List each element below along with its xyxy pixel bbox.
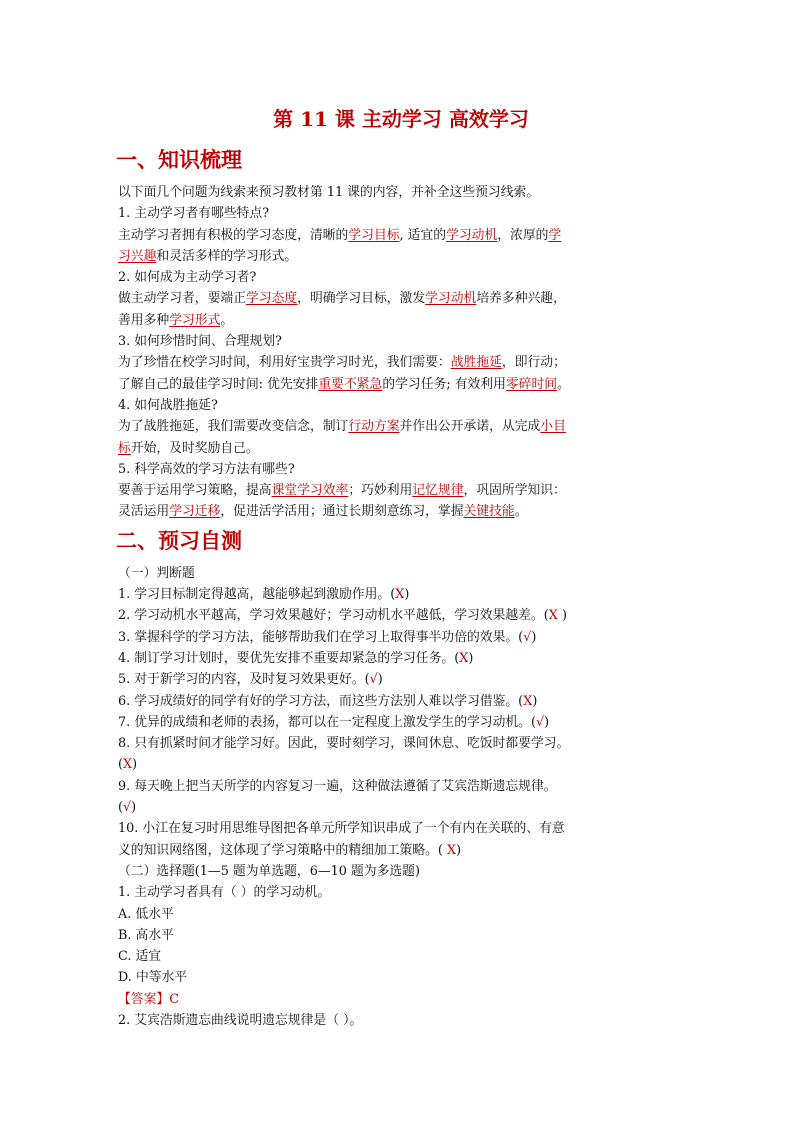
question-4: 4. 如何战胜拖延? [118, 397, 218, 413]
judge-item-9-line-2 [118, 797, 684, 818]
judge-mark: X [442, 842, 457, 858]
text-segment: 要善于运用学习策略，提高 [118, 483, 272, 499]
text-segment: ，即行动； [501, 355, 566, 371]
judge-bracket: ) [561, 608, 567, 624]
judge-bracket: ( [118, 757, 123, 773]
judge-bracket: ) [532, 693, 538, 709]
answer-4-line-2 [118, 438, 684, 459]
judge-mark: X [548, 608, 562, 624]
choice-question-2: 2. 艾宾浩斯遗忘曲线说明遗忘规律是（ ）。 [118, 1012, 363, 1028]
fill-answer: 关键技能 [463, 504, 515, 520]
text-segment: ，促进活学活用；通过长期刻意练习，掌握 [220, 504, 464, 520]
fill-answer: 记忆规律 [412, 483, 464, 499]
text-segment: 。 [557, 376, 570, 392]
text-segment: 培养多种兴趣， [476, 291, 566, 307]
judge-item-10-line-2 [118, 840, 684, 861]
judge-mark: X [459, 650, 469, 666]
text-segment: ；巧妙利用 [348, 483, 413, 499]
choice-option-c: C. 适宜 [118, 949, 162, 965]
judge-bracket: ) [377, 672, 383, 688]
judge-mark: √ [523, 629, 532, 645]
judge-bracket: ) [404, 587, 410, 603]
text-segment: 灵活运用 [118, 504, 170, 520]
judge-section-title: （一）判断题 [118, 565, 195, 581]
text-segment: 。 [514, 504, 528, 520]
answer-value: C [169, 991, 179, 1007]
judge-bracket: ) [468, 650, 474, 666]
judge-item [118, 712, 684, 733]
choice-section-title: （二）选择题(1—5 题为单选题，6—10 题为多选题) [118, 863, 420, 879]
fill-answer: 标 [118, 440, 131, 456]
judge-text: 7. 优异的成绩和老师的表扬，都可以在一定程度上激发学生的学习动机。( [118, 714, 536, 730]
question-2: 2. 如何成为主动学习者? [118, 270, 257, 286]
choice-option-d: D. 中等水平 [118, 970, 188, 986]
judge-text: 4. 制订学习计划时，要优先安排不重要却紧急的学习任务。( [118, 650, 460, 666]
text-segment: ，明确学习目标，激发 [297, 291, 426, 307]
answer-3-line-2 [118, 374, 684, 395]
judge-item [118, 691, 684, 712]
question-1: 1. 主动学习者有哪些特点? [118, 206, 270, 222]
answer-5-line-2 [118, 501, 684, 522]
text-segment: ，浓厚的 [497, 227, 549, 243]
choice-option-b: B. 高水平 [118, 927, 174, 943]
question-5: 5. 科学高效的学习方法有哪些? [118, 461, 295, 477]
answer-1-line-2 [118, 246, 684, 267]
judge-item [118, 669, 684, 690]
fill-answer: 学习形式 [169, 312, 221, 328]
fill-answer: 习兴趣 [118, 248, 157, 264]
judge-bracket: ) [456, 842, 462, 858]
fill-answer: 学习态度 [245, 291, 298, 307]
judge-item [118, 584, 684, 605]
judge-bracket: ( [118, 800, 123, 816]
judge-bracket: ) [131, 800, 137, 816]
judge-mark: √ [369, 672, 378, 688]
judge-bracket: ) [544, 714, 550, 730]
answer-4-line-1 [118, 416, 684, 437]
choice-question-1: 1. 主动学习者具有（ ）的学习动机。 [118, 885, 331, 901]
page-title: 第 11 课 主动学习 高效学习 [273, 107, 529, 131]
text-segment: 开始，及时奖励自己。 [130, 440, 259, 456]
judge-bracket: ) [531, 629, 537, 645]
fill-answer: 学习动机 [425, 291, 477, 307]
answer-5-line-1 [118, 480, 684, 501]
text-segment: 和灵活多样的学习形式。 [156, 248, 298, 264]
answer-2-line-2 [118, 310, 684, 331]
fill-answer: 学习迁移 [169, 504, 221, 520]
judge-bracket: ) [132, 757, 138, 773]
text-segment: 善用多种 [118, 312, 170, 328]
judge-item [118, 605, 684, 626]
text-segment: , 适宜的 [399, 227, 447, 243]
intro-text: 以下面几个问题为线索来预习教材第 11 课的内容，并补全这些预习线索。 [118, 185, 540, 200]
text-segment: 了解自己的最佳学习时间: 优先安排 [118, 376, 319, 392]
judge-mark: X [123, 757, 133, 773]
fill-answer: 学习目标 [348, 227, 400, 243]
judge-mark: X [523, 693, 533, 709]
judge-item-8-line-1: 8. 只有抓紧时间才能学习好。因此，要时刻学习，课间休息、吃饭时都要学习。 [118, 736, 570, 752]
judge-text: 2. 学习动机水平越高，学习效果越好；学习动机水平越低，学习效果越差。( [118, 608, 549, 624]
judge-text: 1. 学习目标制定得越高，越能够起到激励作用。( [118, 587, 396, 603]
section-heading-knowledge: 一、知识梳理 [116, 147, 242, 172]
answer-label: 【答案】 [118, 991, 170, 1007]
judge-item-8-line-2 [118, 754, 684, 775]
answer-2-line-1 [118, 288, 684, 309]
question-3: 3. 如何珍惜时间、合理规划? [118, 334, 282, 350]
answer-3-line-1 [118, 352, 684, 373]
fill-answer: 小目 [540, 419, 566, 435]
text-segment: 的学习任务; 有效利用 [382, 376, 506, 392]
answer-1-line-1 [118, 225, 684, 246]
section-heading-self-test: 二、预习自测 [116, 527, 242, 553]
judge-text: 义的知识网络图，这体现了学习策略中的精细加工策略。( [118, 842, 443, 858]
judge-list [118, 584, 684, 861]
judge-item-10-line-1: 10. 小江在复习时用思维导图把各单元所学知识串成了一个有内在关联的、有意 [118, 821, 565, 837]
fill-answer: 战胜拖延 [450, 355, 502, 371]
document-content [118, 104, 684, 1031]
fill-answer: 行动方案 [348, 419, 400, 435]
text-segment: 并作出公开承诺，从完成 [399, 419, 541, 435]
judge-item-9-line-1: 9. 每天晚上把当天所学的内容复习一遍，这种做法遵循了艾宾浩斯遗忘规律。 [118, 778, 557, 794]
text-segment: 为了珍惜在校学习时间，利用好宝贵学习时光，我们需要： [118, 355, 451, 371]
judge-mark: X [395, 587, 405, 603]
choice-option-a: A. 低水平 [118, 906, 174, 922]
fill-answer: 学 [548, 227, 562, 243]
judge-item [118, 648, 684, 669]
fill-answer: 重要不紧急 [318, 376, 383, 392]
judge-mark: √ [123, 800, 132, 816]
judge-mark: √ [535, 714, 545, 730]
fill-answer: 课堂学习效率 [271, 483, 349, 499]
fill-answer: 零碎时间 [505, 376, 558, 392]
text-segment: ，巩固所学知识： [463, 483, 566, 499]
fill-answer: 学习动机 [446, 227, 498, 243]
text-segment: 主动学习者拥有积极的学习态度，清晰的 [118, 227, 349, 243]
text-segment: 为了战胜拖延，我们需要改变信念，制订 [118, 419, 349, 435]
judge-text: 6. 学习成绩好的同学有好的学习方法，而这些方法别人难以学习借鉴。( [118, 693, 524, 709]
judge-text: 3. 掌握科学的学习方法，能够帮助我们在学习上取得事半功倍的效果。( [118, 629, 524, 645]
text-segment: 做主动学习者，要端正 [118, 291, 246, 307]
choice-answer-1 [118, 989, 684, 1010]
judge-text: 5. 对于新学习的内容，及时复习效果更好。( [118, 672, 370, 688]
judge-item [118, 627, 684, 648]
text-segment: 。 [220, 312, 234, 328]
